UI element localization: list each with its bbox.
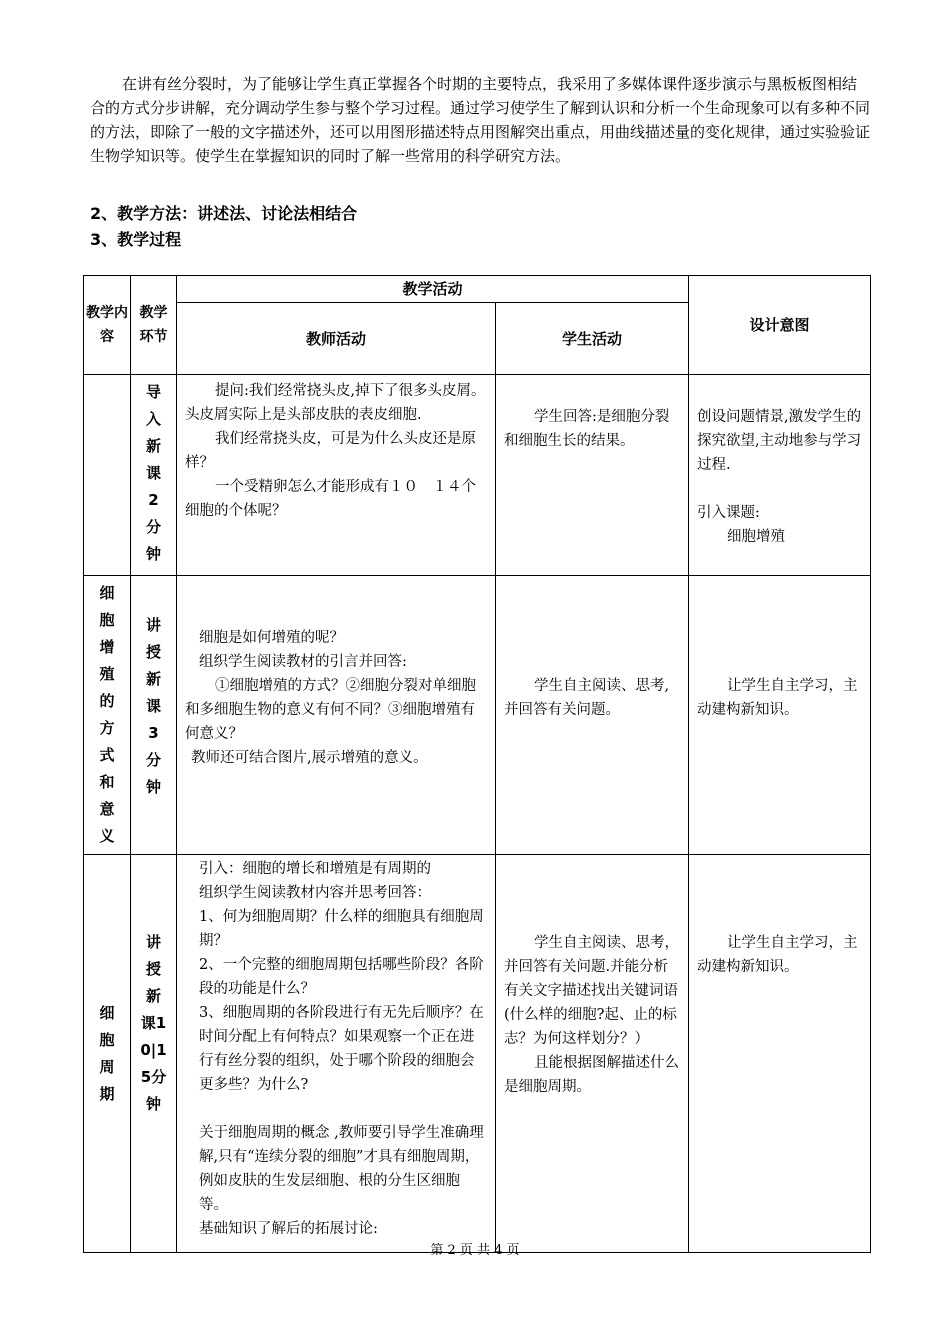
row3-teacher-line: 基础知识了解后的拓展讨论: (199, 1221, 378, 1237)
row3-teacher (177, 855, 496, 1253)
row2-teacher (177, 576, 496, 855)
row1-teacher-line: 提问:我们经常挠头皮,掉下了很多头皮屑。头皮屑实际上是头部皮肤的表皮细胞. (185, 383, 486, 423)
heading-method: 2、教学方法：讲述法、讨论法相结合 (90, 204, 358, 223)
header-design: 设计意图 (689, 276, 871, 375)
intro-section (90, 72, 870, 168)
row1-design-line: 引入课题: (697, 505, 760, 521)
row3-teacher-line: 引入：细胞的增长和增殖是有周期的 (199, 861, 431, 877)
row2-design (689, 576, 871, 855)
row3-teacher-line: 1、何为细胞周期？什么样的细胞具有细胞周期？ (199, 909, 484, 949)
row3-content: 细胞周期 (84, 855, 131, 1253)
header-teacher: 教师活动 (177, 303, 496, 375)
row3-student-line: 学生自主阅读、思考，并回答有关问题.并能分析有关文字描述找出关键词语(什么样的细胞?起、止的标志？为何这样划分？） (504, 935, 679, 1047)
row2-teacher-line: 细胞是如何增殖的呢？ (199, 630, 344, 646)
page-footer: 第 2 页 共 4 页 (430, 1243, 520, 1258)
header-activity: 教学活动 (177, 276, 689, 303)
row3-design (689, 855, 871, 1253)
header-content: 教学内容 (84, 276, 131, 375)
row1-teacher-line: 一个受精卵怎么才能形成有１０ １４个细胞的个体呢？ (185, 479, 476, 519)
intro-paragraph: 在讲有丝分裂时，为了能够让学生真正掌握各个时期的主要特点，我采用了多媒体课件逐步演示与黑板板图相结合的方式分步讲解，充分调动学生参与整个学习过程。通过学习使学生了解到认识和分析一个生命现象可以有多种不同的方法，即除了一般的文字描述外，还可以用图形描述特点用图解突出重点，用曲线描述量的变化规律，通过实验验证生物学知识等。使学生在掌握知识的同时了解一些常用的科学研究方法。 (90, 75, 871, 165)
row1-design (689, 375, 871, 576)
row3-student (496, 855, 689, 1253)
row3-student-line: 且能根据图解描述什么是细胞周期。 (504, 1055, 679, 1095)
row3-design-text: 让学生自主学习，主动建构新知识。 (697, 935, 858, 975)
row2-student-text: 学生自主阅读、思考,并回答有关问题。 (504, 678, 670, 718)
header-student: 学生活动 (496, 303, 689, 375)
row3-teacher-line: 2、一个完整的细胞周期包括哪些阶段？各阶段的功能是什么？ (199, 957, 484, 997)
row1-student-text: 学生回答:是细胞分裂和细胞生长的结果。 (504, 409, 670, 449)
row3-stage: 讲授新课10|15分钟 (131, 855, 177, 1253)
row2-student (496, 576, 689, 855)
row3-teacher-line: 关于细胞周期的概念 ,教师要引导学生准确理解,只有“连续分裂的细胞”才具有细胞周期，例如皮肤的生发层细胞、根的分生区细胞等。 (199, 1125, 484, 1213)
row2-teacher-line: 教师还可结合图片,展示增殖的意义。 (191, 750, 428, 766)
row2-teacher-line: ①细胞增殖的方式？②细胞分裂对单细胞和多细胞生物的意义有何不同？③细胞增殖有何意义？ (185, 678, 476, 742)
heading-process: 3、教学过程 (90, 230, 182, 249)
row1-stage: 导入新课2分钟 (131, 375, 177, 576)
row3-teacher-line: 组织学生阅读教材内容并思考回答： (199, 885, 431, 901)
row1-student (496, 375, 689, 576)
lesson-table (83, 275, 871, 1253)
row2-design-text: 让学生自主学习，主动建构新知识。 (697, 678, 858, 718)
row2-teacher-line: 组织学生阅读教材的引言并回答: (199, 654, 407, 670)
row2-content: 细胞增殖的方式和意义 (84, 576, 131, 855)
row1-teacher-line: 我们经常挠头皮，可是为什么头皮还是原样？ (185, 431, 476, 471)
header-stage: 教学环节 (131, 276, 177, 375)
row2-stage: 讲授新课3分钟 (131, 576, 177, 855)
row3-teacher-line: 3、细胞周期的各阶段进行有无先后顺序？在时间分配上有何特点？如果观察一个正在进行有丝分裂的组织，处于哪个阶段的细胞会更多些？为什么? (199, 1005, 484, 1093)
row1-design-line: 细胞增殖 (727, 529, 786, 545)
row1-content (84, 375, 131, 576)
row1-teacher (177, 375, 496, 576)
row1-design-line: 创设问题情景,激发学生的探究欲望,主动地参与学习过程. (697, 409, 862, 473)
